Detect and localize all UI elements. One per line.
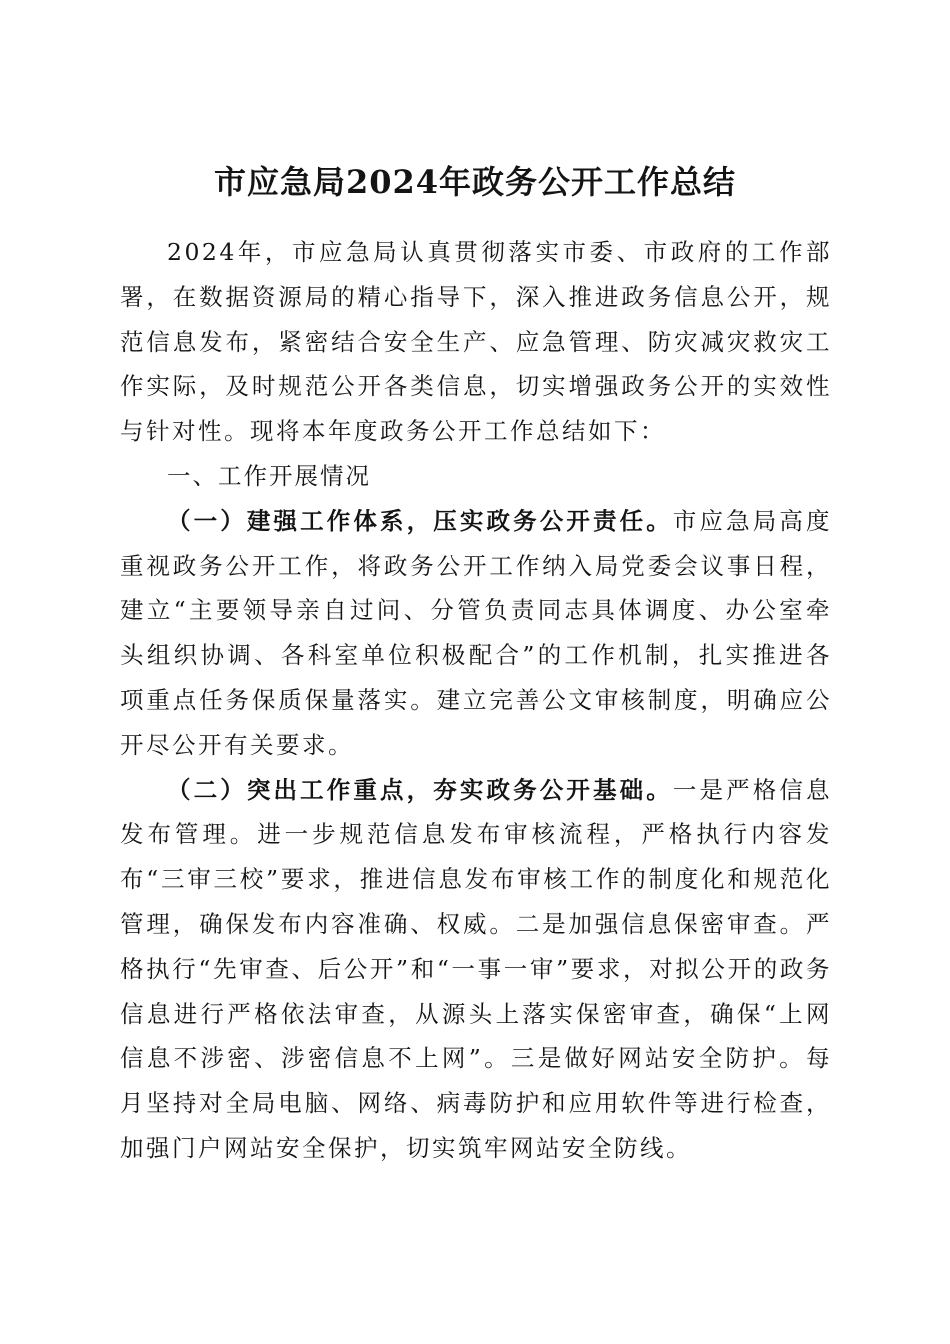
intro-paragraph: 2024年，市应急局认真贯彻落实市委、市政府的工作部署，在数据资源局的精心指导下，深入推进政务信息公开，规范信息发布，紧密结合安全生产、应急管理、防灾减灾救灾工作实际，及时规范公开各类信息，切实增强政务公开的实效性与针对性。现将本年度政务公开工作总结如下：: [120, 238, 832, 446]
section-heading: 一、工作开展情况: [167, 461, 371, 490]
paragraph-item-2: [120, 768, 832, 1171]
paragraph-text: 一是严格信息发布管理。进一步规范信息发布审核流程，严格执行内容发布“三审三校”要求，推进信息发布审核工作的制度化和规范化管理，确保发布内容准确、权威。二是加强信息保密审查。严格执行“先审查、后公开”和“一事一审”要求，对拟公开的政务信息进行严格依法审查，从源头上落实保密审查，确保“上网信息不涉密、涉密信息不上网”。三是做好网站安全防护。每月坚持对全局电脑、网络、病毒防护和应用软件等进行检查，加强门户网站安全保护，切实筑牢网站安全防线。: [120, 775, 832, 1162]
paragraph-text: 市应急局高度重视政务公开工作，将政务公开工作纳入局党委会议事日程，建立“主要领导亲自过问、分管负责同志具体调度、办公室牵头组织协调、各科室单位积极配合”的工作机制，扎实推进各项重点任务保质保量落实。建立完善公文审核制度，明确应公开尽公开有关要求。: [120, 506, 832, 759]
document-title: 市应急局2024年政务公开工作总结: [213, 163, 737, 202]
paragraph-item-1: [120, 499, 832, 768]
document-body: [120, 230, 832, 1171]
paragraph-lead: （二）突出工作重点，夯实政务公开基础。: [167, 775, 673, 804]
paragraph-lead: （一）建强工作体系，压实政务公开责任。: [167, 506, 673, 535]
